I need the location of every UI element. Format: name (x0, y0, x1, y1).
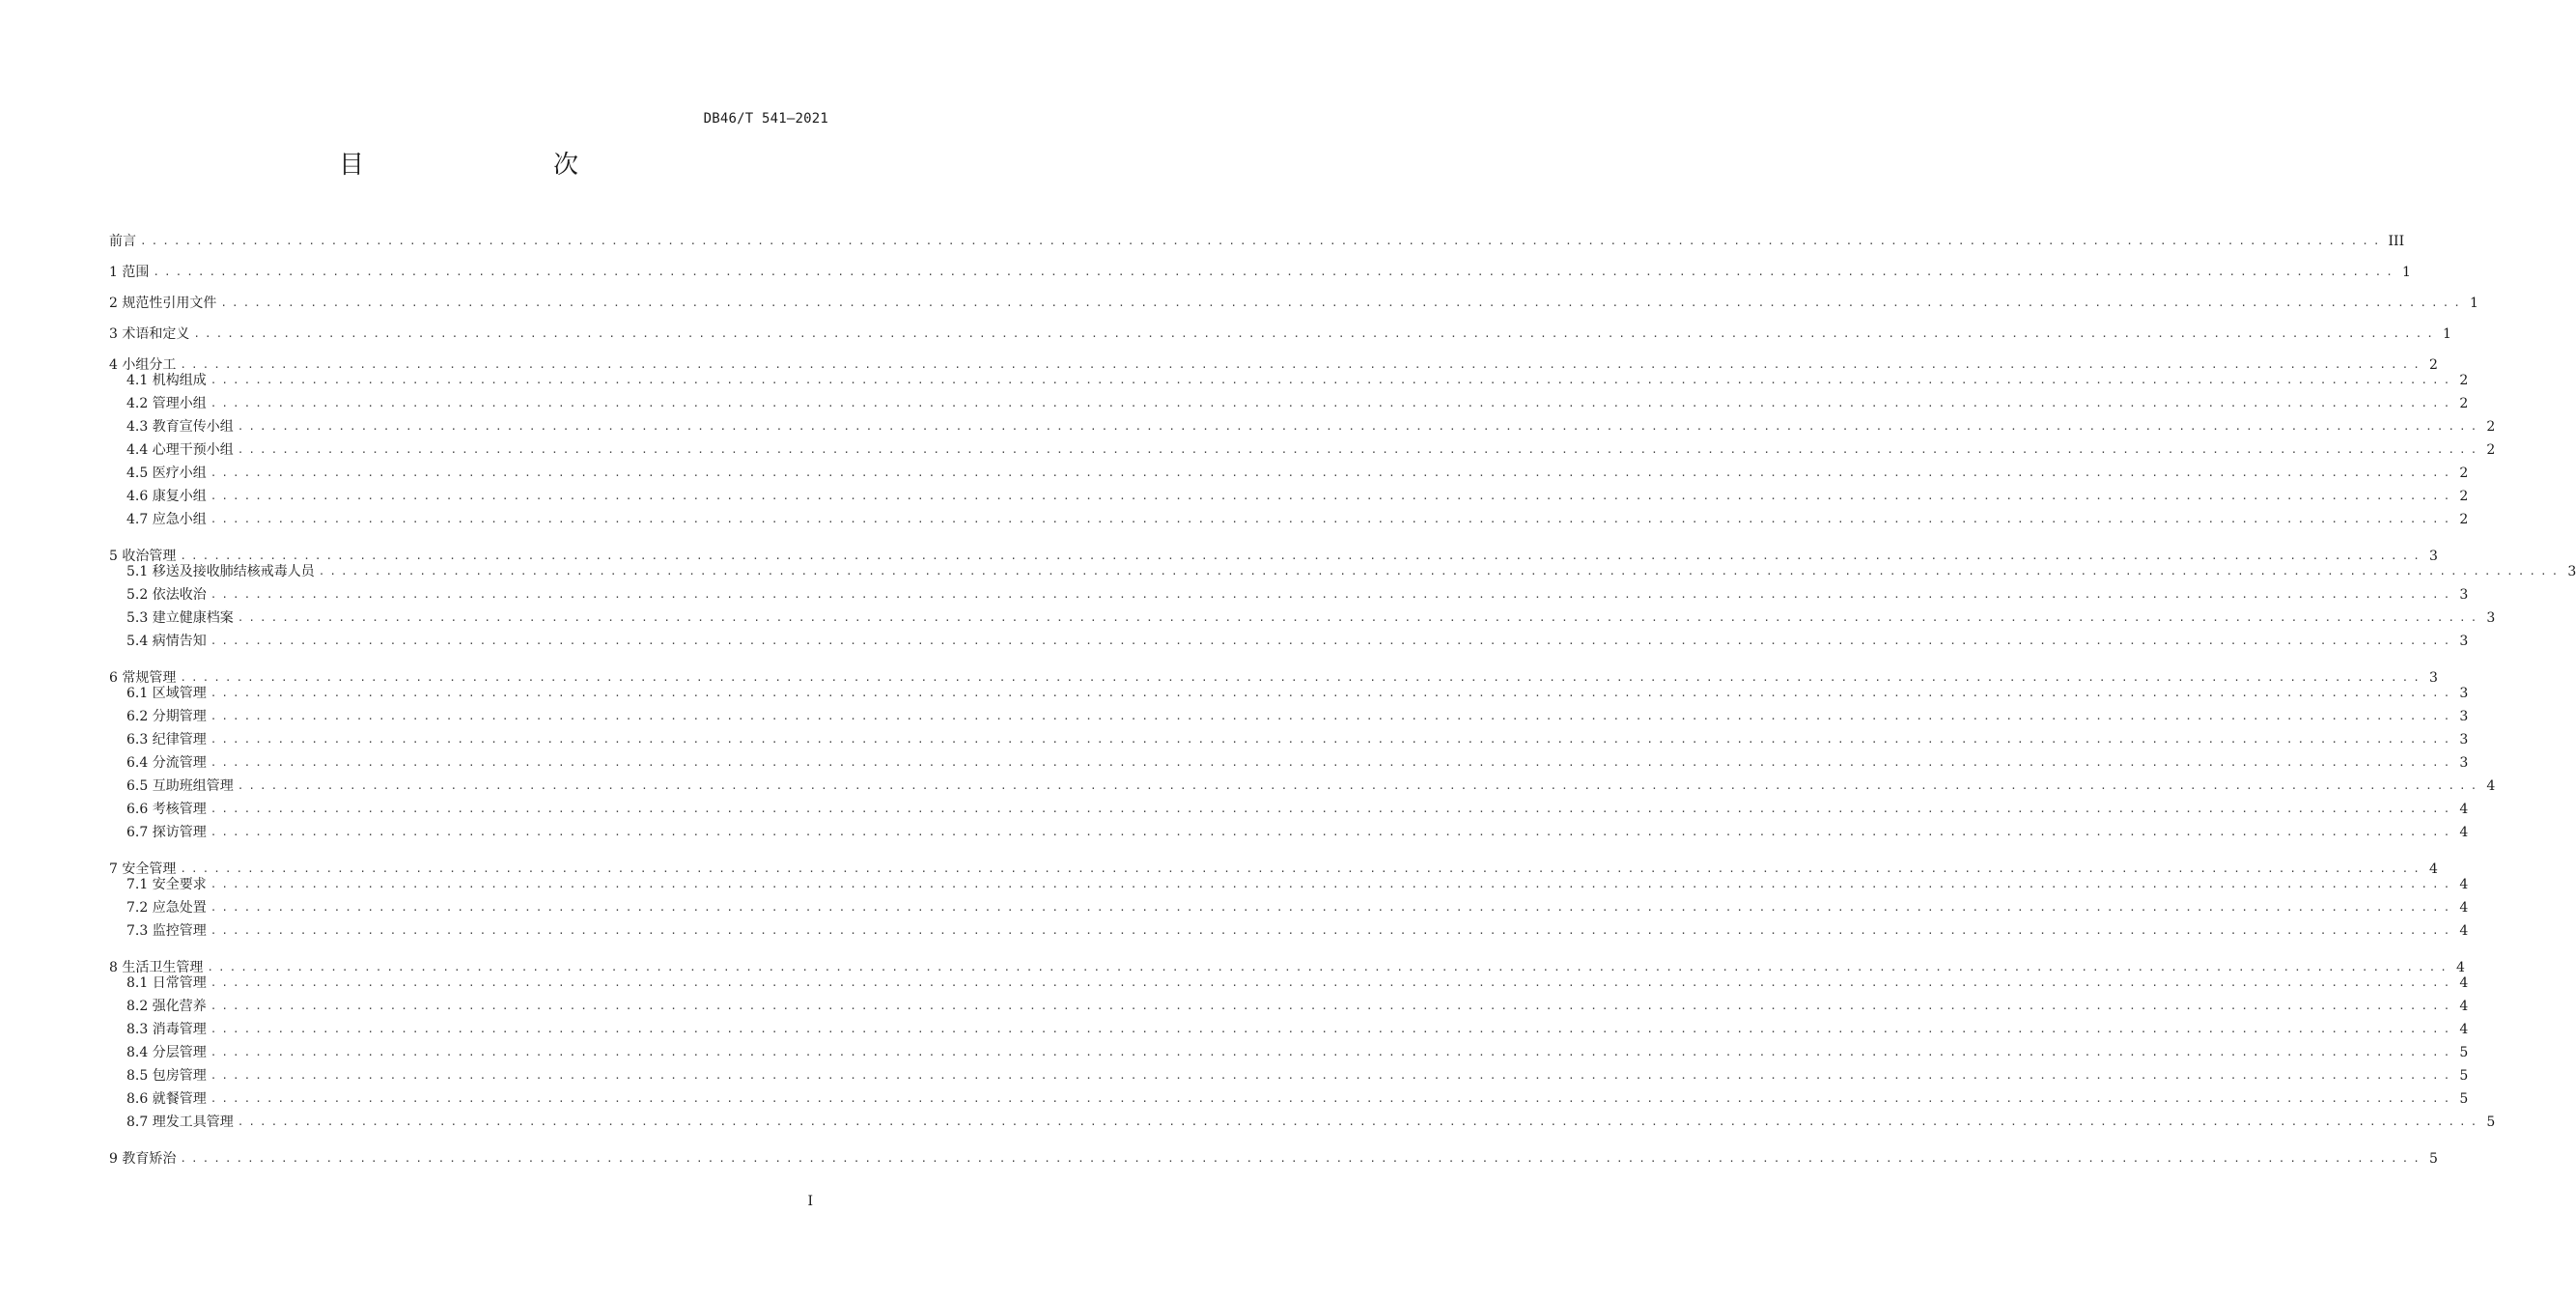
toc-leader-dots: ........................................................................................................................................................................................................ (210, 826, 2455, 838)
toc-entry-label: 4.3 教育宣传小组 (126, 419, 234, 435)
toc-entry-page: 2 (2486, 419, 2496, 435)
toc-leader-dots: ........................................................................................................................................................................................................ (237, 443, 2482, 456)
toc-entry[interactable] (109, 921, 2469, 941)
standard-code: DB46/T 541—2021 (703, 111, 828, 127)
toc-entry[interactable] (109, 707, 2469, 726)
toc-entry[interactable] (109, 1066, 2469, 1086)
toc-leader-dots: ........................................................................................................................................................................................................ (318, 565, 2563, 578)
toc-entry[interactable] (109, 753, 2469, 773)
toc-leader-dots: ........................................................................................................................................................................................................ (210, 1069, 2455, 1082)
toc-leader-dots: ........................................................................................................................................................................................................ (210, 901, 2455, 914)
toc-entry-page: 5 (2428, 1151, 2438, 1167)
toc-entry-label: 9 教育矫治 (109, 1151, 177, 1167)
toc-leader-dots: ........................................................................................................................................................................................................ (210, 490, 2455, 502)
toc-leader-dots: ........................................................................................................................................................................................................ (237, 779, 2482, 792)
toc-entry-label: 3 术语和定义 (109, 326, 190, 342)
page-title: 目 次 (338, 151, 625, 180)
toc-entry[interactable] (109, 371, 2469, 390)
toc-leader-dots: ........................................................................................................................................................................................................ (207, 961, 2451, 974)
toc-leader-dots: ........................................................................................................................................................................................................ (193, 327, 2438, 340)
toc-leader-dots: ........................................................................................................................................................................................................ (210, 924, 2455, 937)
toc-entry-page: 1 (2401, 265, 2411, 280)
toc-entry[interactable] (109, 1113, 2496, 1132)
toc-leader-dots: ........................................................................................................................................................................................................ (210, 1046, 2455, 1058)
toc-entry-label: 6.3 纪律管理 (126, 732, 207, 748)
toc-leader-dots: ........................................................................................................................................................................................................ (180, 671, 2424, 684)
toc-entry[interactable] (109, 974, 2469, 993)
toc-leader-dots: ........................................................................................................................................................................................................ (210, 1023, 2455, 1035)
toc-entry-label: 7.3 监控管理 (126, 923, 207, 939)
toc-entry-page: 3 (2567, 564, 2576, 579)
toc-entry-page: 3 (2459, 587, 2469, 603)
toc-leader-dots: ........................................................................................................................................................................................................ (210, 687, 2455, 699)
toc-entry-page: 5 (2459, 1068, 2469, 1084)
toc-entry[interactable] (109, 263, 2411, 282)
toc-entry[interactable] (109, 562, 2576, 581)
toc-entry-page: 5 (2486, 1115, 2496, 1130)
toc-leader-dots: ........................................................................................................................................................................................................ (210, 588, 2455, 601)
toc-leader-dots: ........................................................................................................................................................................................................ (210, 513, 2455, 525)
toc-entry-label: 7 安全管理 (109, 861, 177, 877)
toc-entry-label: 4.2 管理小组 (126, 396, 207, 411)
toc-entry-page: III (2388, 234, 2405, 249)
toc-leader-dots: ........................................................................................................................................................................................................ (210, 733, 2455, 746)
toc-entry-page: 4 (2459, 900, 2469, 916)
toc-entry-page: 3 (2486, 610, 2496, 626)
toc-leader-dots: ........................................................................................................................................................................................................ (210, 374, 2455, 386)
toc-leader-dots: ........................................................................................................................................................................................................ (140, 235, 2385, 247)
toc-leader-dots: ........................................................................................................................................................................................................ (210, 635, 2455, 647)
toc-entry-page: 2 (2459, 373, 2469, 388)
toc-entry-page: 4 (2428, 861, 2438, 877)
toc-entry[interactable] (109, 997, 2469, 1016)
toc-entry-label: 6.7 探访管理 (126, 825, 207, 840)
toc-entry[interactable] (109, 585, 2469, 605)
toc-entry[interactable] (109, 608, 2496, 628)
toc-entry-label: 8.5 包房管理 (126, 1068, 207, 1084)
toc-entry-page: 5 (2459, 1091, 2469, 1107)
toc-entry-page: 4 (2459, 999, 2469, 1014)
toc-entry-page: 3 (2459, 686, 2469, 701)
toc-entry-label: 6.4 分流管理 (126, 755, 207, 771)
toc-entry-label: 6 常规管理 (109, 670, 177, 686)
toc-entry-label: 8.4 分层管理 (126, 1045, 207, 1060)
toc-entry-label: 4.4 心理干预小组 (126, 442, 234, 458)
toc-leader-dots: ........................................................................................................................................................................................................ (180, 1152, 2424, 1165)
toc-entry-page: 4 (2459, 975, 2469, 991)
toc-entry[interactable] (109, 487, 2469, 506)
toc-entry-page: 1 (2442, 326, 2451, 342)
toc-entry-label: 1 范围 (109, 265, 150, 280)
toc-entry-label: 5.2 依法收治 (126, 587, 207, 603)
toc-entry[interactable] (109, 730, 2469, 749)
toc-entry[interactable] (109, 684, 2469, 703)
toc-entry-page: 2 (2459, 396, 2469, 411)
toc-entry-label: 4.7 应急小组 (126, 512, 207, 527)
toc-leader-dots: ........................................................................................................................................................................................................ (153, 266, 2397, 278)
toc-leader-dots: ........................................................................................................................................................................................................ (237, 1115, 2482, 1128)
toc-entry-label: 8.3 消毒管理 (126, 1022, 207, 1037)
toc-entry-page: 4 (2455, 960, 2465, 975)
toc-entry-page: 4 (2459, 1022, 2469, 1037)
toc-entry-page: 2 (2459, 466, 2469, 481)
toc-entry-label: 8.2 强化营养 (126, 999, 207, 1014)
toc-entry-page: 3 (2459, 732, 2469, 748)
toc-entry[interactable] (109, 464, 2469, 483)
toc-entry[interactable] (109, 232, 2405, 251)
toc-entry-label: 8.1 日常管理 (126, 975, 207, 991)
toc-entry-label: 8.7 理发工具管理 (126, 1115, 234, 1130)
toc-entry[interactable] (109, 324, 2451, 344)
toc-leader-dots: ........................................................................................................................................................................................................ (180, 862, 2424, 875)
toc-leader-dots: ........................................................................................................................................................................................................ (210, 710, 2455, 722)
toc-entry[interactable] (109, 1089, 2469, 1109)
toc-entry-page: 2 (2486, 442, 2496, 458)
toc-leader-dots: ........................................................................................................................................................................................................ (180, 358, 2424, 371)
toc-entry-page: 1 (2469, 296, 2478, 311)
toc-entry-label: 2 规范性引用文件 (109, 296, 217, 311)
toc-entry[interactable] (109, 776, 2496, 796)
toc-entry-page: 4 (2459, 877, 2469, 892)
toc-leader-dots: ........................................................................................................................................................................................................ (210, 878, 2455, 890)
toc-entry[interactable] (109, 417, 2496, 437)
toc-entry-label: 5 收治管理 (109, 549, 177, 564)
toc-leader-dots: ........................................................................................................................................................................................................ (210, 803, 2455, 815)
toc-entry-page: 2 (2459, 512, 2469, 527)
toc-entry-label: 8 生活卫生管理 (109, 960, 204, 975)
toc-leader-dots: ........................................................................................................................................................................................................ (237, 611, 2482, 624)
toc-leader-dots: ........................................................................................................................................................................................................ (237, 420, 2482, 433)
toc-leader-dots: ........................................................................................................................................................................................................ (180, 550, 2424, 562)
toc-leader-dots: ........................................................................................................................................................................................................ (210, 397, 2455, 409)
toc-entry[interactable] (109, 394, 2469, 413)
toc-leader-dots: ........................................................................................................................................................................................................ (210, 1092, 2455, 1105)
toc-entry[interactable] (109, 1020, 2469, 1039)
toc-leader-dots: ........................................................................................................................................................................................................ (210, 976, 2455, 989)
toc-entry-label: 8.6 就餐管理 (126, 1091, 207, 1107)
toc-leader-dots: ........................................................................................................................................................................................................ (210, 1000, 2455, 1012)
toc-entry-label: 前言 (109, 234, 136, 249)
toc-entry-page: 3 (2459, 709, 2469, 724)
toc-entry-page: 3 (2459, 755, 2469, 771)
toc-entry-label: 6.5 互助班组管理 (126, 778, 234, 794)
toc-entry-page: 2 (2428, 357, 2438, 373)
toc-entry-label: 7.1 安全要求 (126, 877, 207, 892)
toc-entry-page: 3 (2459, 634, 2469, 649)
toc-entry-page: 5 (2459, 1045, 2469, 1060)
toc-entry-page: 3 (2428, 549, 2438, 564)
toc-entry[interactable] (109, 294, 2478, 313)
toc-entry-label: 7.2 应急处置 (126, 900, 207, 916)
toc-entry[interactable] (109, 440, 2496, 460)
toc-entry-page: 4 (2486, 778, 2496, 794)
toc-leader-dots: ........................................................................................................................................................................................................ (220, 296, 2465, 309)
toc-leader-dots: ........................................................................................................................................................................................................ (210, 756, 2455, 769)
toc-entry[interactable] (109, 875, 2469, 894)
toc-entry[interactable] (109, 823, 2469, 842)
toc-entry-label: 4.1 机构组成 (126, 373, 207, 388)
page-folio: I (807, 1194, 813, 1209)
toc-entry[interactable] (109, 510, 2469, 529)
toc-entry-page: 4 (2459, 825, 2469, 840)
toc-entry-label: 6.6 考核管理 (126, 802, 207, 817)
toc-entry-label: 5.1 移送及接收肺结核戒毒人员 (126, 564, 315, 579)
toc-entry-label: 6.2 分期管理 (126, 709, 207, 724)
toc-entry-page: 4 (2459, 802, 2469, 817)
toc-entry-page: 2 (2459, 489, 2469, 504)
toc-entry-label: 4.5 医疗小组 (126, 466, 207, 481)
toc-entry[interactable] (109, 800, 2469, 819)
toc-entry[interactable] (109, 1043, 2469, 1062)
toc-entry[interactable] (109, 898, 2469, 917)
toc-entry-label: 4.6 康复小组 (126, 489, 207, 504)
toc-entry-label: 4 小组分工 (109, 357, 177, 373)
toc-leader-dots: ........................................................................................................................................................................................................ (210, 466, 2455, 479)
toc-entry-page: 4 (2459, 923, 2469, 939)
toc-entry-page: 3 (2428, 670, 2438, 686)
toc-entry-label: 6.1 区域管理 (126, 686, 207, 701)
toc-entry-label: 5.3 建立健康档案 (126, 610, 234, 626)
toc-entry[interactable] (109, 632, 2469, 651)
toc-entry-label: 5.4 病情告知 (126, 634, 207, 649)
toc-entry[interactable] (109, 1149, 2438, 1169)
